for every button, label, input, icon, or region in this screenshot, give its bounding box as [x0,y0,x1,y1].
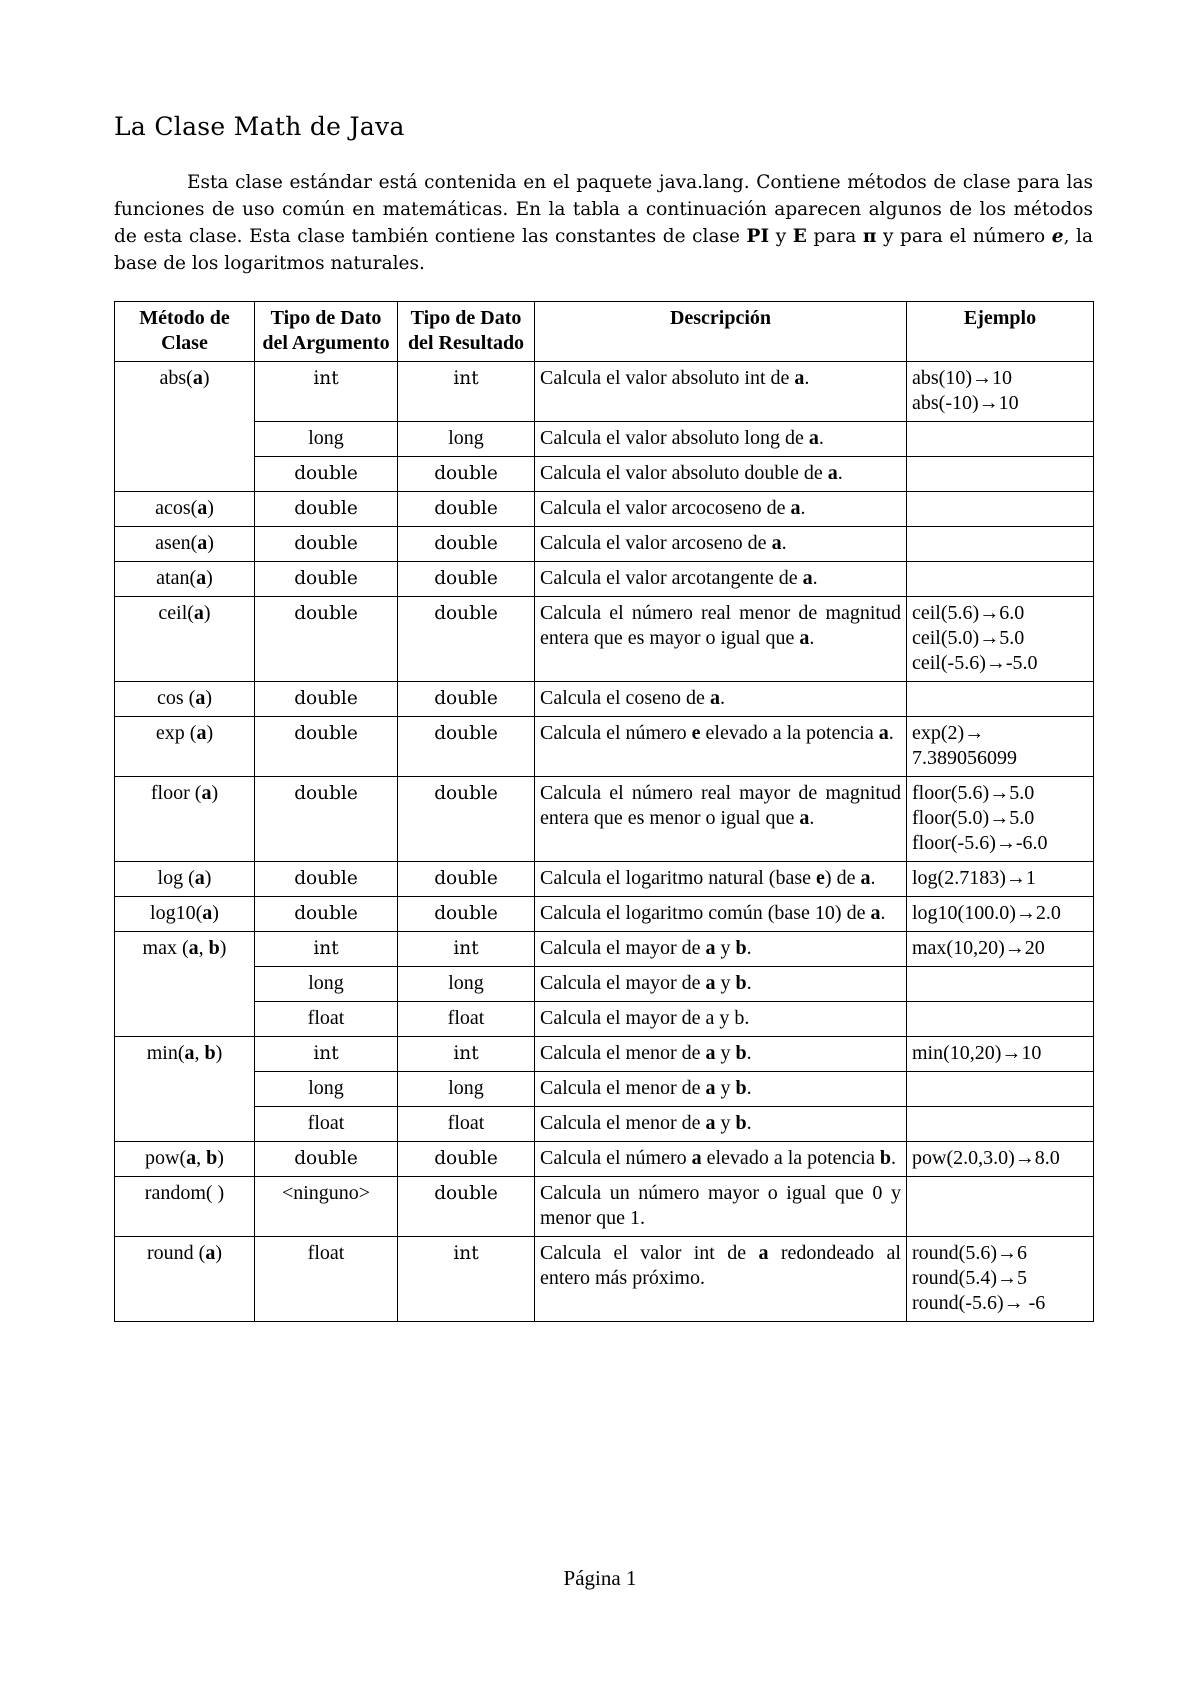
table-row [115,1002,1094,1037]
example-cell: abs(10)→10 abs(-10)→10 [907,362,1094,422]
page-title: La Clase Math de Java [114,112,405,141]
method-cell: round (a) [115,1237,255,1322]
example-cell [907,457,1094,492]
description-cell: Calcula el valor arcotangente de a. [535,562,907,597]
table-row [115,777,1094,862]
arg-type-cell: long [255,967,398,1002]
description-cell: Calcula el mayor de a y b. [535,967,907,1002]
result-type-cell: double [398,717,535,777]
description-cell: Calcula un número mayor o igual que 0 y menor que 1. [535,1177,907,1237]
example-cell [907,422,1094,457]
table-row [115,492,1094,527]
result-type-cell: int [398,1037,535,1072]
description-cell: Calcula el mayor de a y b. [535,1002,907,1037]
arg-type-cell: double [255,862,398,897]
table-row [115,1177,1094,1237]
result-type-cell: double [398,1177,535,1237]
result-type-cell: long [398,422,535,457]
description-cell: Calcula el menor de a y b. [535,1072,907,1107]
description-cell: Calcula el logaritmo natural (base e) de a. [535,862,907,897]
example-cell: exp(2)→ 7.389056099 [907,717,1094,777]
table-row [115,717,1094,777]
arg-type-cell: double [255,682,398,717]
result-type-cell: double [398,777,535,862]
example-cell: max(10,20)→20 [907,932,1094,967]
table-row [115,682,1094,717]
method-cell: cos (a) [115,682,255,717]
method-cell: abs(a) [115,362,255,492]
example-cell [907,1072,1094,1107]
description-cell: Calcula el número a elevado a la potencia b. [535,1142,907,1177]
header-argumento: Tipo de Dato del Argumento [255,302,398,362]
page-number: Página 1 [563,1566,637,1590]
arg-type-cell: double [255,457,398,492]
method-cell: random( ) [115,1177,255,1237]
arg-type-cell: float [255,1107,398,1142]
arg-type-cell: int [255,1037,398,1072]
table-row [115,422,1094,457]
table-row [115,362,1094,422]
result-type-cell: float [398,1002,535,1037]
e-constant: E [792,226,807,247]
description-cell: Calcula el valor int de a redondeado al entero más próximo. [535,1237,907,1322]
arg-type-cell: double [255,562,398,597]
method-cell: atan(a) [115,562,255,597]
result-type-cell: double [398,897,535,932]
result-type-cell: double [398,682,535,717]
example-cell: log(2.7183)→1 [907,862,1094,897]
method-cell: asen(a) [115,527,255,562]
method-cell: floor (a) [115,777,255,862]
table-row [115,1072,1094,1107]
header-metodo: Método de Clase [115,302,255,362]
description-cell: Calcula el número e elevado a la potencia a. [535,717,907,777]
description-cell: Calcula el mayor de a y b. [535,932,907,967]
description-cell: Calcula el número real menor de magnitud entera que es mayor o igual que a. [535,597,907,682]
pi-symbol: π [862,226,877,247]
arg-type-cell: long [255,1072,398,1107]
result-type-cell: double [398,527,535,562]
result-type-cell: int [398,932,535,967]
method-cell: log (a) [115,862,255,897]
table-row [115,1237,1094,1322]
arg-type-cell: int [255,932,398,967]
arg-type-cell: double [255,717,398,777]
arg-type-cell: double [255,897,398,932]
table-row [115,967,1094,1002]
arg-type-cell: double [255,492,398,527]
method-cell: pow(a, b) [115,1142,255,1177]
result-type-cell: double [398,1142,535,1177]
description-cell: Calcula el valor absoluto int de a. [535,362,907,422]
method-cell: ceil(a) [115,597,255,682]
header-ejemplo: Ejemplo [907,302,1094,362]
result-type-cell: float [398,1107,535,1142]
description-cell: Calcula el menor de a y b. [535,1107,907,1142]
arg-type-cell: double [255,527,398,562]
table-body [115,362,1094,1322]
description-cell: Calcula el número real mayor de magnitud entera que es menor o igual que a. [535,777,907,862]
table-row [115,562,1094,597]
description-cell: Calcula el valor arcoseno de a. [535,527,907,562]
result-type-cell: double [398,862,535,897]
example-cell [907,1177,1094,1237]
result-type-cell: double [398,597,535,682]
result-type-cell: int [398,1237,535,1322]
intro-paragraph: Esta clase estándar está contenida en el paquete java.lang. Contiene métodos de clase para las funciones de uso común en matemáticas. En la tabla a continuación aparecen algunos de los métodos de esta clase. Esta clase también contiene las constantes de clase PI y E para π y para el número e, la base de los logaritmos naturales. [114,172,1093,274]
example-cell: round(5.6)→6 round(5.4)→5 round(-5.6)→ -6 [907,1237,1094,1322]
table-row [115,1142,1094,1177]
math-methods-table [114,301,1094,1322]
method-cell: acos(a) [115,492,255,527]
result-type-cell: double [398,492,535,527]
pi-constant: PI [746,226,770,247]
arg-type-cell: float [255,1237,398,1322]
e-symbol: e [1051,226,1064,247]
example-cell [907,967,1094,1002]
table-header-row [115,302,1094,362]
description-cell: Calcula el menor de a y b. [535,1037,907,1072]
result-type-cell: int [398,362,535,422]
method-cell: exp (a) [115,717,255,777]
table-row [115,1037,1094,1072]
header-descripcion: Descripción [535,302,907,362]
method-cell: log10(a) [115,897,255,932]
arg-type-cell: double [255,597,398,682]
example-cell: ceil(5.6)→6.0 ceil(5.0)→5.0 ceil(-5.6)→-5.0 [907,597,1094,682]
example-cell [907,527,1094,562]
table-row [115,597,1094,682]
example-cell: pow(2.0,3.0)→8.0 [907,1142,1094,1177]
table-row [115,527,1094,562]
example-cell: log10(100.0)→2.0 [907,897,1094,932]
description-cell: Calcula el valor absoluto double de a. [535,457,907,492]
example-cell [907,492,1094,527]
table-row [115,457,1094,492]
description-cell: Calcula el logaritmo común (base 10) de a. [535,897,907,932]
description-cell: Calcula el valor absoluto long de a. [535,422,907,457]
arg-type-cell: double [255,1142,398,1177]
table-row [115,1107,1094,1142]
result-type-cell: long [398,967,535,1002]
arg-type-cell: float [255,1002,398,1037]
example-cell: min(10,20)→10 [907,1037,1094,1072]
description-cell: Calcula el coseno de a. [535,682,907,717]
arg-type-cell: int [255,362,398,422]
method-cell: min(a, b) [115,1037,255,1142]
table-row [115,862,1094,897]
table-row [115,932,1094,967]
description-cell: Calcula el valor arcocoseno de a. [535,492,907,527]
example-cell: floor(5.6)→5.0 floor(5.0)→5.0 floor(-5.6)→-6.0 [907,777,1094,862]
example-cell [907,1107,1094,1142]
method-cell: max (a, b) [115,932,255,1037]
result-type-cell: double [398,562,535,597]
result-type-cell: double [398,457,535,492]
arg-type-cell: long [255,422,398,457]
header-resultado: Tipo de Dato del Resultado [398,302,535,362]
result-type-cell: long [398,1072,535,1107]
arg-type-cell: double [255,777,398,862]
example-cell [907,682,1094,717]
example-cell [907,562,1094,597]
document-page [114,112,1093,1322]
arg-type-cell: <ninguno> [255,1177,398,1237]
table-row [115,897,1094,932]
example-cell [907,1002,1094,1037]
